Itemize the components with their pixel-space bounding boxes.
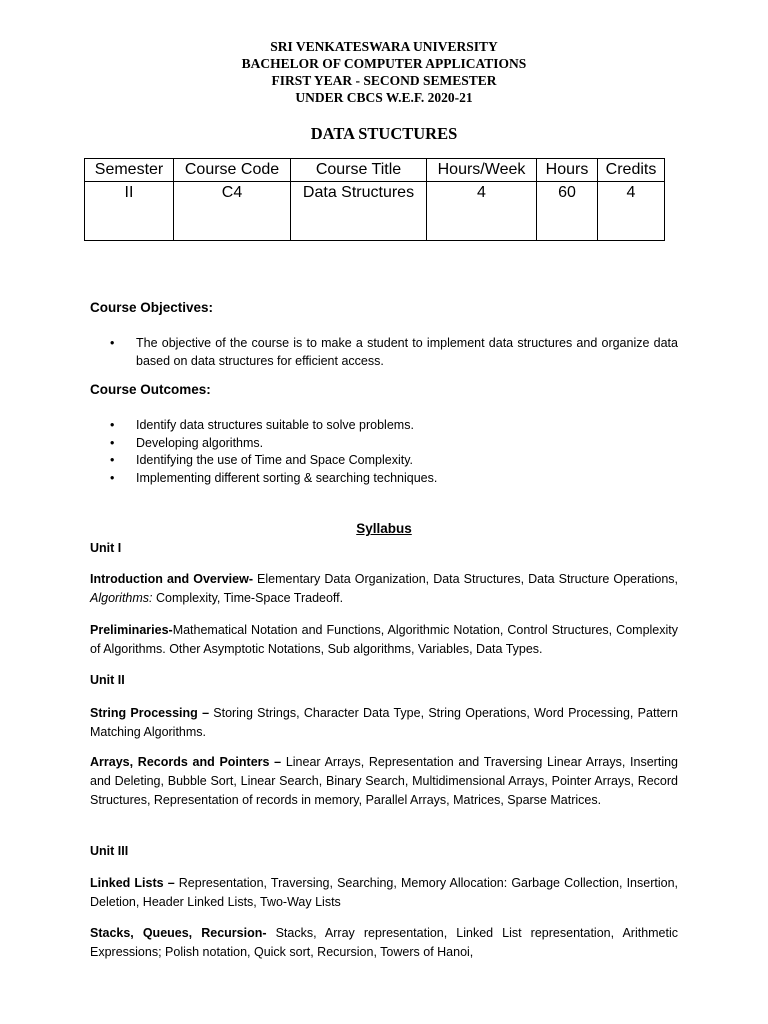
course-table <box>84 158 665 241</box>
unit-1-paragraph-2 <box>90 621 678 659</box>
topic-heading: Introduction and Overview- <box>90 572 253 586</box>
list-item: • Implementing different sorting & searching techniques. <box>90 470 678 488</box>
table-header-row <box>85 159 665 182</box>
semester-line: FIRST YEAR - SECOND SEMESTER <box>271 73 497 88</box>
list-item: • Identifying the use of Time and Space Complexity. <box>90 452 678 470</box>
cell-course-code: C4 <box>174 182 291 241</box>
cell-hours-week: 4 <box>427 182 537 241</box>
topic-heading: Arrays, Records and Pointers – <box>90 755 282 769</box>
topic-text: Stacks, Array representation, Linked List representation, Arithmetic Expressions; Polish notation, Quick sort, Recursion, Towers of Hanoi, <box>90 926 679 959</box>
objectives-list <box>90 335 678 370</box>
cell-hours: 60 <box>537 182 598 241</box>
topic-text: Complexity, Time-Space Tradeoff. <box>152 591 344 605</box>
scheme-line: UNDER CBCS W.E.F. 2020-21 <box>295 90 473 105</box>
topic-text: Mathematical Notation and Functions, Algorithmic Notation, Control Structures, Complexity of Algorithms. Other Asymptotic Notations, Sub algorithms, Variables, Data Types. <box>90 623 678 656</box>
unit-3-paragraph-2 <box>90 924 678 962</box>
outcomes-list <box>90 417 678 487</box>
document-title: DATA STUCTURES <box>310 124 458 143</box>
list-item: • Developing algorithms. <box>90 435 678 453</box>
unit-2-paragraph-2 <box>90 753 678 810</box>
header-credits: Credits <box>598 159 665 182</box>
cell-semester: II <box>85 182 174 241</box>
topic-heading: Linked Lists – <box>90 876 175 890</box>
outcomes-heading: Course Outcomes: <box>90 382 211 397</box>
header-semester: Semester <box>85 159 174 182</box>
program-name: BACHELOR OF COMPUTER APPLICATIONS <box>241 56 527 71</box>
header-hours-week: Hours/Week <box>427 159 537 182</box>
topic-heading: Stacks, Queues, Recursion- <box>90 926 267 940</box>
cell-credits: 4 <box>598 182 665 241</box>
topic-text: Storing Strings, Character Data Type, String Operations, Word Processing, Pattern Matching Algorithms. <box>90 706 678 739</box>
objectives-heading: Course Objectives: <box>90 300 214 315</box>
unit-2-paragraph-1 <box>90 704 678 742</box>
document-header <box>0 38 768 106</box>
syllabus-title: Syllabus <box>356 521 412 536</box>
header-course-title: Course Title <box>291 159 427 182</box>
unit-1-label: Unit I <box>90 541 122 555</box>
unit-1-paragraph-1 <box>90 570 678 608</box>
cell-course-title: Data Structures <box>291 182 427 241</box>
unit-2-label: Unit II <box>90 673 125 687</box>
topic-text: Representation, Traversing, Searching, Memory Allocation: Garbage Collection, Insertion, Deletion, Header Linked Lists, Two-Way Lists <box>90 876 679 909</box>
unit-3-label: Unit III <box>90 844 129 858</box>
list-item: • Identify data structures suitable to solve problems. <box>90 417 678 435</box>
topic-heading: Preliminaries- <box>90 623 173 637</box>
header-course-code: Course Code <box>174 159 291 182</box>
table-row <box>85 182 665 241</box>
university-name: SRI VENKATESWARA UNIVERSITY <box>270 39 498 54</box>
unit-3-paragraph-1 <box>90 874 678 912</box>
topic-heading: String Processing – <box>90 706 210 720</box>
topic-italic: Algorithms: <box>90 591 153 605</box>
topic-text: Linear Arrays, Representation and Traversing Linear Arrays, Inserting and Deleting, Bubble Sort, Linear Search, Binary Search, Multidimensional Arrays, Pointer Arrays, Record Structures, Representation of records in memory, Parallel Arrays, Matrices, Sparse Matrices. <box>90 755 678 807</box>
topic-text: Elementary Data Organization, Data Structures, Data Structure Operations, <box>253 572 678 586</box>
list-item: • The objective of the course is to make a student to implement data structures and organize data based on data structures for efficient access. <box>90 335 678 370</box>
header-hours: Hours <box>537 159 598 182</box>
